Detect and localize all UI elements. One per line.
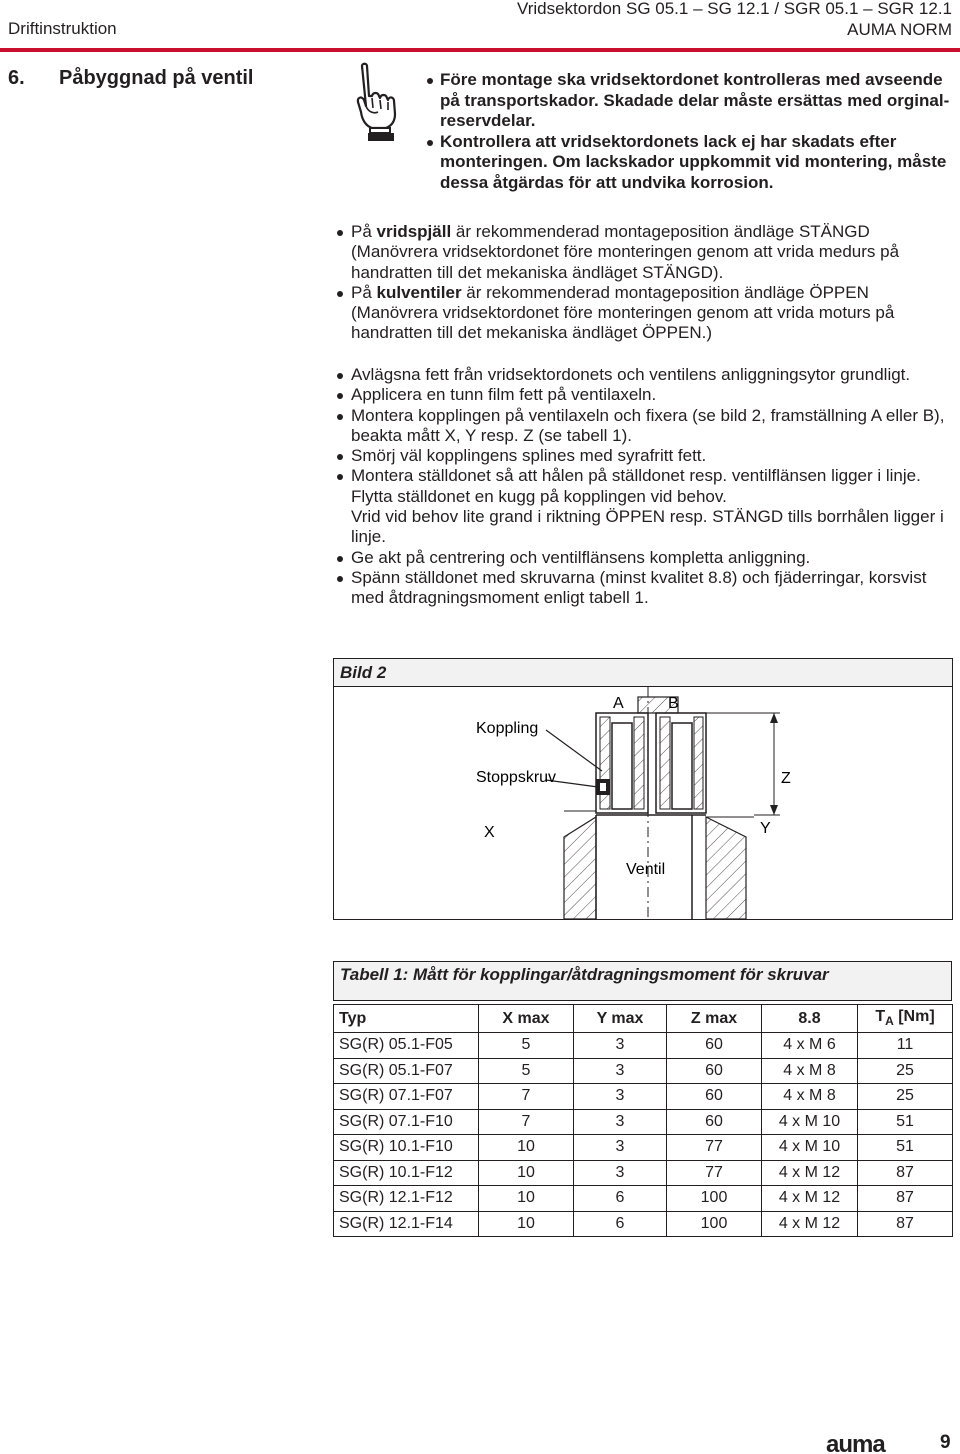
list-item: På kulventiler är rekommenderad montageposition ändläge ÖPPEN (Manövrera vridsektordonet före monteringen genom att vrida moturs på handratten till det mekaniska ändläget ÖPPEN.)	[336, 283, 956, 344]
figure-label-b: B	[668, 695, 679, 712]
coupling-diagram	[334, 687, 952, 919]
document-type: Driftinstruktion	[8, 19, 117, 38]
page-number: 9	[940, 1432, 951, 1453]
table-cell: 4 x M 12	[762, 1211, 858, 1237]
figure-label-x: X	[484, 824, 495, 841]
table-cell: 4 x M 12	[762, 1186, 858, 1212]
column-header: 8.8	[762, 1005, 858, 1033]
table-cell: 11	[858, 1033, 953, 1059]
valve-type: kulventiler	[376, 282, 462, 302]
table-cell: 10	[479, 1160, 574, 1186]
list-item: Avlägsna fett från vridsektordonets och ventilens anliggningsytor grundligt.	[336, 365, 956, 385]
table-cell: 4 x M 8	[762, 1058, 858, 1084]
figure-label-koppling: Koppling	[476, 720, 539, 737]
table-caption: Tabell 1: Mått för kopplingar/åtdragningsmoment för skruvar	[333, 961, 952, 1001]
document-title	[517, 0, 952, 40]
table-cell: 100	[667, 1211, 762, 1237]
list-item: Applicera en tunn film fett på ventilaxeln.	[336, 385, 956, 405]
table-cell: 7	[479, 1109, 574, 1135]
header-rule	[0, 48, 960, 52]
table-1	[333, 961, 952, 1237]
figure-caption: Bild 2	[340, 663, 387, 682]
list-item-continuation: Flytta ställdonet en kugg på kopplingen vid behov.	[351, 486, 727, 506]
table-cell: SG(R) 10.1-F12	[334, 1160, 479, 1186]
table-row	[334, 1109, 953, 1135]
section-number: 6.	[8, 67, 25, 89]
warning-item: Kontrollera att vridsektordonets lack ej har skadats efter monteringen. Om lackskador uppkommit vid montering, måste dessa åtgärdas för att undvika korrosion.	[424, 132, 954, 194]
table-cell: 6	[574, 1211, 667, 1237]
figure-label-y: Y	[760, 820, 771, 837]
valve-type: vridspjäll	[376, 222, 452, 241]
table-cell: 3	[574, 1160, 667, 1186]
table-cell: 25	[858, 1084, 953, 1110]
warning-item: Före montage ska vridsektordonet kontrolleras med avseende på transportskador. Skadade delar måste ersättas med orginal-reservdelar.	[424, 70, 954, 132]
table-cell: 3	[574, 1058, 667, 1084]
list-item: Smörj väl kopplingens splines med syrafritt fett.	[336, 446, 956, 466]
table-cell: 77	[667, 1135, 762, 1161]
table-cell: 4 x M 10	[762, 1109, 858, 1135]
table-header-row	[334, 1005, 953, 1033]
table-cell: SG(R) 07.1-F07	[334, 1084, 479, 1110]
column-header: Y max	[574, 1005, 667, 1033]
table-cell: 87	[858, 1186, 953, 1212]
figure-label-stoppskruv: Stoppskruv	[476, 769, 557, 786]
table-cell: 51	[858, 1135, 953, 1161]
table-cell: SG(R) 10.1-F10	[334, 1135, 479, 1161]
table-cell: 3	[574, 1084, 667, 1110]
section-heading	[8, 67, 253, 90]
figure-label-a: A	[613, 695, 624, 712]
table-cell: 87	[858, 1211, 953, 1237]
list-item: Montera ställdonet så att hålen på ställdonet resp. ventilflänsen ligger i linje.	[336, 466, 956, 486]
table-cell: SG(R) 12.1-F12	[334, 1186, 479, 1212]
table-row	[334, 1186, 953, 1212]
table-cell: 87	[858, 1160, 953, 1186]
table-cell: 3	[574, 1033, 667, 1059]
table-cell: 10	[479, 1186, 574, 1212]
assembly-steps-list	[336, 365, 956, 609]
table-cell: 100	[667, 1186, 762, 1212]
mounting-position-list	[336, 222, 956, 344]
table-cell: 4 x M 10	[762, 1135, 858, 1161]
table-cell: 5	[479, 1033, 574, 1059]
table-cell: 3	[574, 1109, 667, 1135]
product-series: AUMA NORM	[847, 20, 952, 39]
pointing-hand-icon	[350, 62, 402, 142]
warning-list	[424, 70, 954, 193]
column-header: X max	[479, 1005, 574, 1033]
svg-text:auma: auma	[826, 1433, 885, 1453]
auma-logo	[826, 1433, 914, 1453]
table-cell: 10	[479, 1135, 574, 1161]
table-cell: 6	[574, 1186, 667, 1212]
table-cell: 3	[574, 1135, 667, 1161]
table-row	[334, 1033, 953, 1059]
table-row	[334, 1160, 953, 1186]
table-row	[334, 1135, 953, 1161]
list-item: Ge akt på centrering och ventilflänsens kompletta anliggning.	[336, 548, 956, 568]
column-header: $T_A$ [Nm]	[858, 1005, 953, 1033]
table-cell: 7	[479, 1084, 574, 1110]
table-cell: SG(R) 12.1-F14	[334, 1211, 479, 1237]
list-item: Montera kopplingen på ventilaxeln och fixera (se bild 2, framställning A eller B), beakta mått X, Y resp. Z (se tabell 1).	[336, 406, 956, 447]
list-item: På vridspjäll är rekommenderad montageposition ändläge STÄNGD (Manövrera vridsektordonet före monteringen genom att vrida medurs på handratten till det mekaniska ändläget STÄNGD).	[336, 222, 956, 283]
table-cell: 4 x M 6	[762, 1033, 858, 1059]
table-cell: 60	[667, 1058, 762, 1084]
column-header: Z max	[667, 1005, 762, 1033]
table-cell: 4 x M 12	[762, 1160, 858, 1186]
table-cell: 60	[667, 1033, 762, 1059]
table-cell: SG(R) 05.1-F07	[334, 1058, 479, 1084]
section-title: Påbyggnad på ventil	[59, 67, 254, 89]
table-row	[334, 1084, 953, 1110]
table-row	[334, 1211, 953, 1237]
table-cell: 5	[479, 1058, 574, 1084]
table-cell: 4 x M 8	[762, 1084, 858, 1110]
table-cell: 60	[667, 1084, 762, 1110]
table-cell: 60	[667, 1109, 762, 1135]
list-item-continuation: Vrid vid behov lite grand i riktning ÖPPEN resp. STÄNGD tills borrhålen ligger i linje.	[351, 507, 944, 547]
figure-caption-bar	[334, 659, 952, 687]
coupling-torque-table	[333, 1004, 953, 1237]
table-row	[334, 1058, 953, 1084]
column-header: Typ	[334, 1005, 479, 1033]
table-cell: SG(R) 05.1-F05	[334, 1033, 479, 1059]
list-item: Spänn ställdonet med skruvarna (minst kvalitet 8.8) och fjäderringar, korsvist med åtdragningsmoment enligt tabell 1.	[336, 568, 956, 609]
table-cell: 77	[667, 1160, 762, 1186]
product-range: Vridsektordon SG 05.1 – SG 12.1 / SGR 05.1 – SGR 12.1	[517, 0, 952, 18]
table-cell: SG(R) 07.1-F10	[334, 1109, 479, 1135]
figure-bild-2	[333, 658, 953, 920]
table-cell: 25	[858, 1058, 953, 1084]
figure-label-z: Z	[781, 770, 791, 787]
table-cell: 10	[479, 1211, 574, 1237]
table-cell: 51	[858, 1109, 953, 1135]
table-body	[334, 1033, 953, 1237]
figure-label-ventil: Ventil	[626, 861, 666, 878]
